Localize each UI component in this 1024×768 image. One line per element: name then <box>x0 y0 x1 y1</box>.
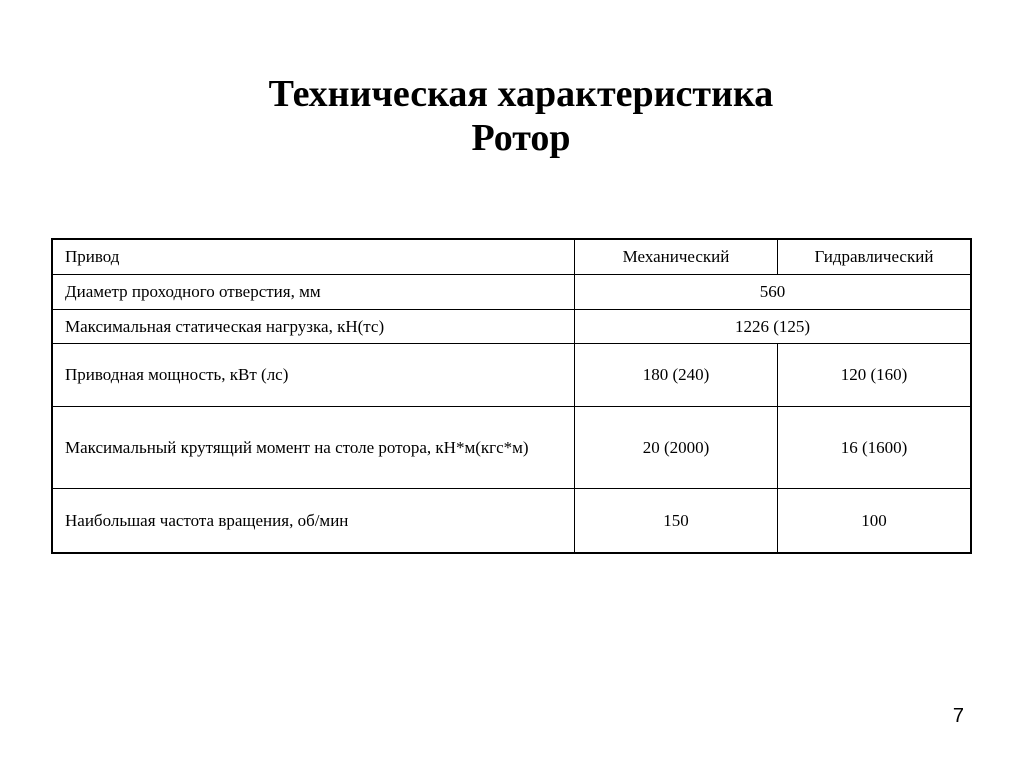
table-row <box>52 239 971 275</box>
header-mechanical: Механический <box>575 239 778 275</box>
row-label: Максимальный крутящий момент на столе ротора, кН*м(кгс*м) <box>52 407 575 489</box>
row-value-shared: 1226 (125) <box>575 310 972 344</box>
row-value-mechanical: 180 (240) <box>575 344 778 407</box>
spec-table <box>51 238 972 554</box>
row-value-hydraulic: 16 (1600) <box>778 407 972 489</box>
row-value-hydraulic: 120 (160) <box>778 344 972 407</box>
row-label: Диаметр проходного отверстия, мм <box>52 275 575 310</box>
title-line-1: Техническая характеристика <box>268 73 774 115</box>
row-label: Наибольшая частота вращения, об/мин <box>52 489 575 554</box>
table-row <box>52 310 971 344</box>
row-label: Максимальная статическая нагрузка, кН(тс) <box>52 310 575 344</box>
table-row <box>52 407 971 489</box>
row-label: Приводная мощность, кВт (лс) <box>52 344 575 407</box>
header-hydraulic: Гидравлический <box>778 239 972 275</box>
row-value-shared: 560 <box>575 275 972 310</box>
table-row <box>52 275 971 310</box>
row-value-mechanical: 150 <box>575 489 778 554</box>
table-row <box>52 489 971 554</box>
row-value-mechanical: 20 (2000) <box>575 407 778 489</box>
table-row <box>52 344 971 407</box>
page-number: 7 <box>952 705 964 727</box>
slide-title <box>0 72 1024 160</box>
row-value-hydraulic: 100 <box>778 489 972 554</box>
title-line-2: Ротор <box>471 117 571 159</box>
row-label: Привод <box>52 239 575 275</box>
